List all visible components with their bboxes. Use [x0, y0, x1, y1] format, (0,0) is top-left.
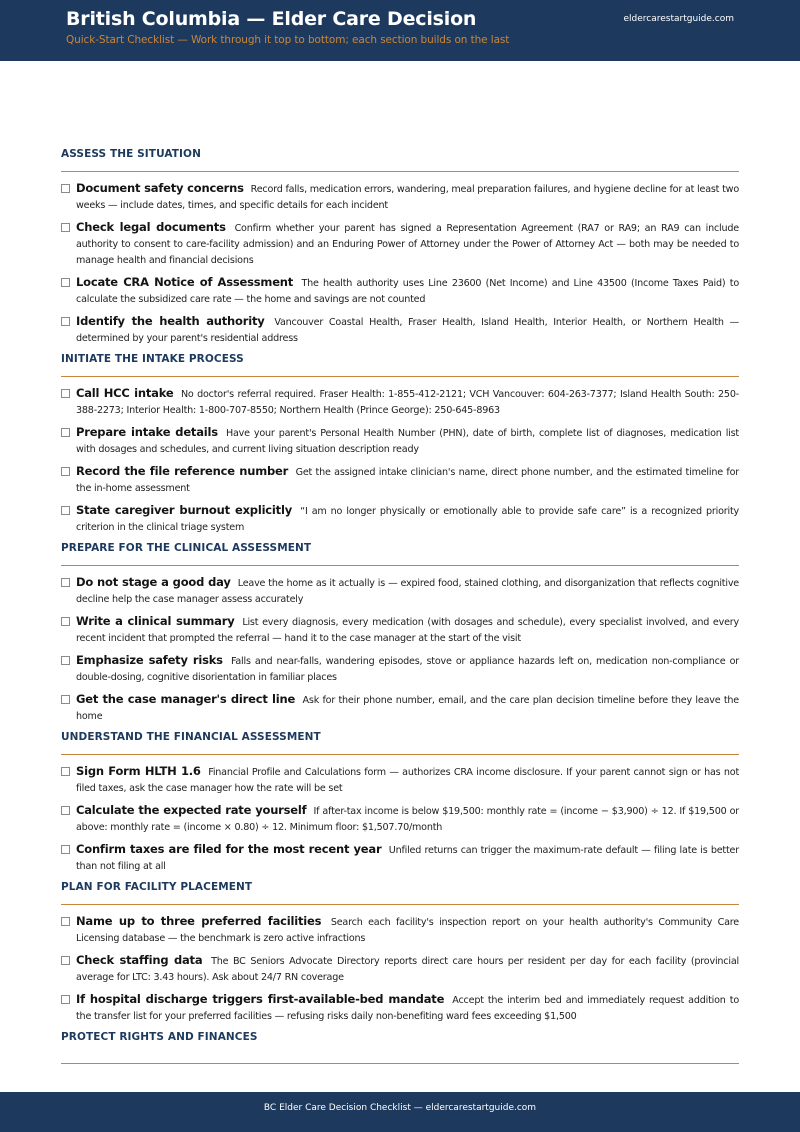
checklist-item — [61, 219, 739, 269]
checklist-section — [61, 148, 739, 347]
item-description: Record falls, medication errors, wandering, meal preparation failures, and hygiene decline for at least two weeks — include dates, times, and specific details for each incident — [76, 184, 739, 211]
page-title: British Columbia — Elder Care Decision — [66, 8, 477, 30]
section-title: UNDERSTAND THE FINANCIAL ASSESSMENT — [61, 731, 739, 755]
header-site-url: eldercarestartguide.com — [623, 14, 734, 24]
item-title: Sign Form HLTH 1.6 — [76, 764, 201, 778]
page-header — [0, 0, 800, 61]
item-description: “I am no longer physically or emotionally able to provide safe care” is a recognized priority criterion in the clinical triage system — [76, 506, 739, 533]
checklist-item — [61, 691, 739, 725]
item-title: Check legal documents — [76, 220, 226, 234]
item-title: Document safety concerns — [76, 181, 244, 195]
item-description: Have your parent's Personal Health Number (PHN), date of birth, complete list of diagnoses, medication list with dosages and schedules, and current living situation description ready — [76, 428, 739, 455]
checkbox[interactable] — [61, 467, 70, 476]
checklist-section — [61, 881, 739, 1025]
checklist-section — [61, 542, 739, 725]
section-title: ASSESS THE SITUATION — [61, 148, 739, 172]
item-description: Get the assigned intake clinician's name, direct phone number, and the estimated timeline for the in-home assessment — [76, 467, 739, 494]
section-title: PLAN FOR FACILITY PLACEMENT — [61, 881, 739, 905]
item-title: If hospital discharge triggers first-available-bed mandate — [76, 992, 445, 1006]
checkbox[interactable] — [61, 956, 70, 965]
section-title: PREPARE FOR THE CLINICAL ASSESSMENT — [61, 542, 739, 566]
checklist-item — [61, 802, 739, 836]
checklist-item — [61, 574, 739, 608]
checkbox[interactable] — [61, 806, 70, 815]
checkbox[interactable] — [61, 506, 70, 515]
checklist-section — [61, 1031, 739, 1064]
item-title: State caregiver burnout explicitly — [76, 503, 293, 517]
checklist-item — [61, 652, 739, 686]
item-description: The health authority uses Line 23600 (Net Income) and Line 43500 (Income Taxes Paid) to calculate the subsidized care rate — the home and savings are not counted — [76, 278, 739, 305]
item-title: Do not stage a good day — [76, 575, 231, 589]
checklist-item — [61, 841, 739, 875]
item-description: Financial Profile and Calculations form — authorizes CRA income disclosure. If your parent cannot sign or has not filed taxes, ask the case manager how the rate will be set — [76, 767, 740, 794]
item-description: Vancouver Coastal Health, Fraser Health, Island Health, Interior Health, or Northern Health — determined by your parent's residential address — [76, 317, 739, 344]
item-description: No doctor's referral required. Fraser Health: 1-855-412-2121; VCH Vancouver: 604-263-7377; Island Health South: 250-388-2273; Interior Health: 1-800-707-8550; Northern Health (Prince George): 250-645-8963 — [76, 389, 739, 416]
item-title: Name up to three preferred facilities — [76, 914, 322, 928]
item-title: Prepare intake details — [76, 425, 218, 439]
item-title: Call HCC intake — [76, 386, 174, 400]
checkbox[interactable] — [61, 767, 70, 776]
item-title: Identify the health authority — [76, 314, 265, 328]
item-title: Locate CRA Notice of Assessment — [76, 275, 294, 289]
item-title: Record the file reference number — [76, 464, 289, 478]
item-description: List every diagnosis, every medication (with dosages and schedule), every specialist involved, and every recent incident that prompted the referral — hand it to the case manager at the start of the visit — [76, 617, 740, 644]
checklist-item — [61, 180, 739, 214]
section-title: PROTECT RIGHTS AND FINANCES — [61, 1031, 258, 1043]
checkbox[interactable] — [61, 995, 70, 1004]
checklist-section — [61, 731, 739, 875]
page-footer — [0, 1092, 800, 1132]
checklist-item — [61, 763, 739, 797]
checkbox[interactable] — [61, 845, 70, 854]
item-description: The BC Seniors Advocate Directory reports direct care hours per resident per day for each facility (provincial average for LTC: 3.43 hours). Ask about 24/7 RN coverage — [76, 956, 739, 983]
checklist-item — [61, 313, 739, 347]
checkbox[interactable] — [61, 578, 70, 587]
checkbox[interactable] — [61, 278, 70, 287]
section-title: INITIATE THE INTAKE PROCESS — [61, 353, 739, 377]
checkbox[interactable] — [61, 917, 70, 926]
item-description: Leave the home as it actually is — expired food, stained clothing, and disorganization that reflects cognitive decline help the case manager assess accurately — [76, 578, 739, 605]
checkbox[interactable] — [61, 223, 70, 232]
checkbox[interactable] — [61, 317, 70, 326]
page-subtitle: Quick-Start Checklist — Work through it top to bottom; each section builds on the last — [66, 34, 510, 46]
checkbox[interactable] — [61, 617, 70, 626]
item-description: Confirm whether your parent has signed a Representation Agreement (RA7 or RA9; an RA9 can include authority to consent to care-facility admission) and an Enduring Power of Attorney under the Power of Attorney Act — both may be needed to manage health and financial decisions — [76, 223, 739, 266]
checklist-item — [61, 991, 739, 1025]
checklist-item — [61, 463, 739, 497]
checkbox[interactable] — [61, 428, 70, 437]
checklist-item — [61, 274, 739, 308]
checklist-item — [61, 613, 739, 647]
checklist-item — [61, 952, 739, 986]
checklist-item — [61, 424, 739, 458]
item-description: Unfiled returns can trigger the maximum-rate default — filing late is better than not filing at all — [76, 845, 739, 872]
item-description: If after-tax income is below $19,500: monthly rate = (income − $3,900) ÷ 12. If $19,500 or above: monthly rate = (income × 0.80) ÷ 12. Minimum floor: $1,507.70/month — [76, 806, 739, 833]
item-title: Write a clinical summary — [76, 614, 235, 628]
checkbox[interactable] — [61, 184, 70, 193]
checklist-item — [61, 913, 739, 947]
checklist-item — [61, 385, 739, 419]
item-title: Check staffing data — [76, 953, 203, 967]
item-description: Search each facility's inspection report on your health authority's Community Care Licensing database — the benchmark is zero active infractions — [76, 917, 740, 944]
item-title: Confirm taxes are filed for the most recent year — [76, 842, 382, 856]
checkbox[interactable] — [61, 389, 70, 398]
item-title: Get the case manager's direct line — [76, 692, 296, 706]
checkbox[interactable] — [61, 656, 70, 665]
item-description: Accept the interim bed and immediately request addition to the transfer list for your preferred facilities — refusing risks daily non-benefiting ward fees exceeding $1,500 — [76, 995, 739, 1022]
checkbox[interactable] — [61, 695, 70, 704]
checklist-item — [61, 502, 739, 536]
checklist-section — [61, 353, 739, 536]
item-title: Emphasize safety risks — [76, 653, 223, 667]
section-divider — [61, 1063, 739, 1064]
item-description: Ask for their phone number, email, and the care plan decision timeline before they leave the home — [76, 695, 739, 722]
item-description: Falls and near-falls, wandering episodes, stove or appliance hazards left on, medication non-compliance or double-dosing, cognitive disorientation in familiar places — [76, 656, 739, 683]
item-title: Calculate the expected rate yourself — [76, 803, 307, 817]
footer-text: BC Elder Care Decision Checklist — eldercarestartguide.com — [263, 1103, 537, 1113]
checklist-content — [61, 148, 739, 1070]
